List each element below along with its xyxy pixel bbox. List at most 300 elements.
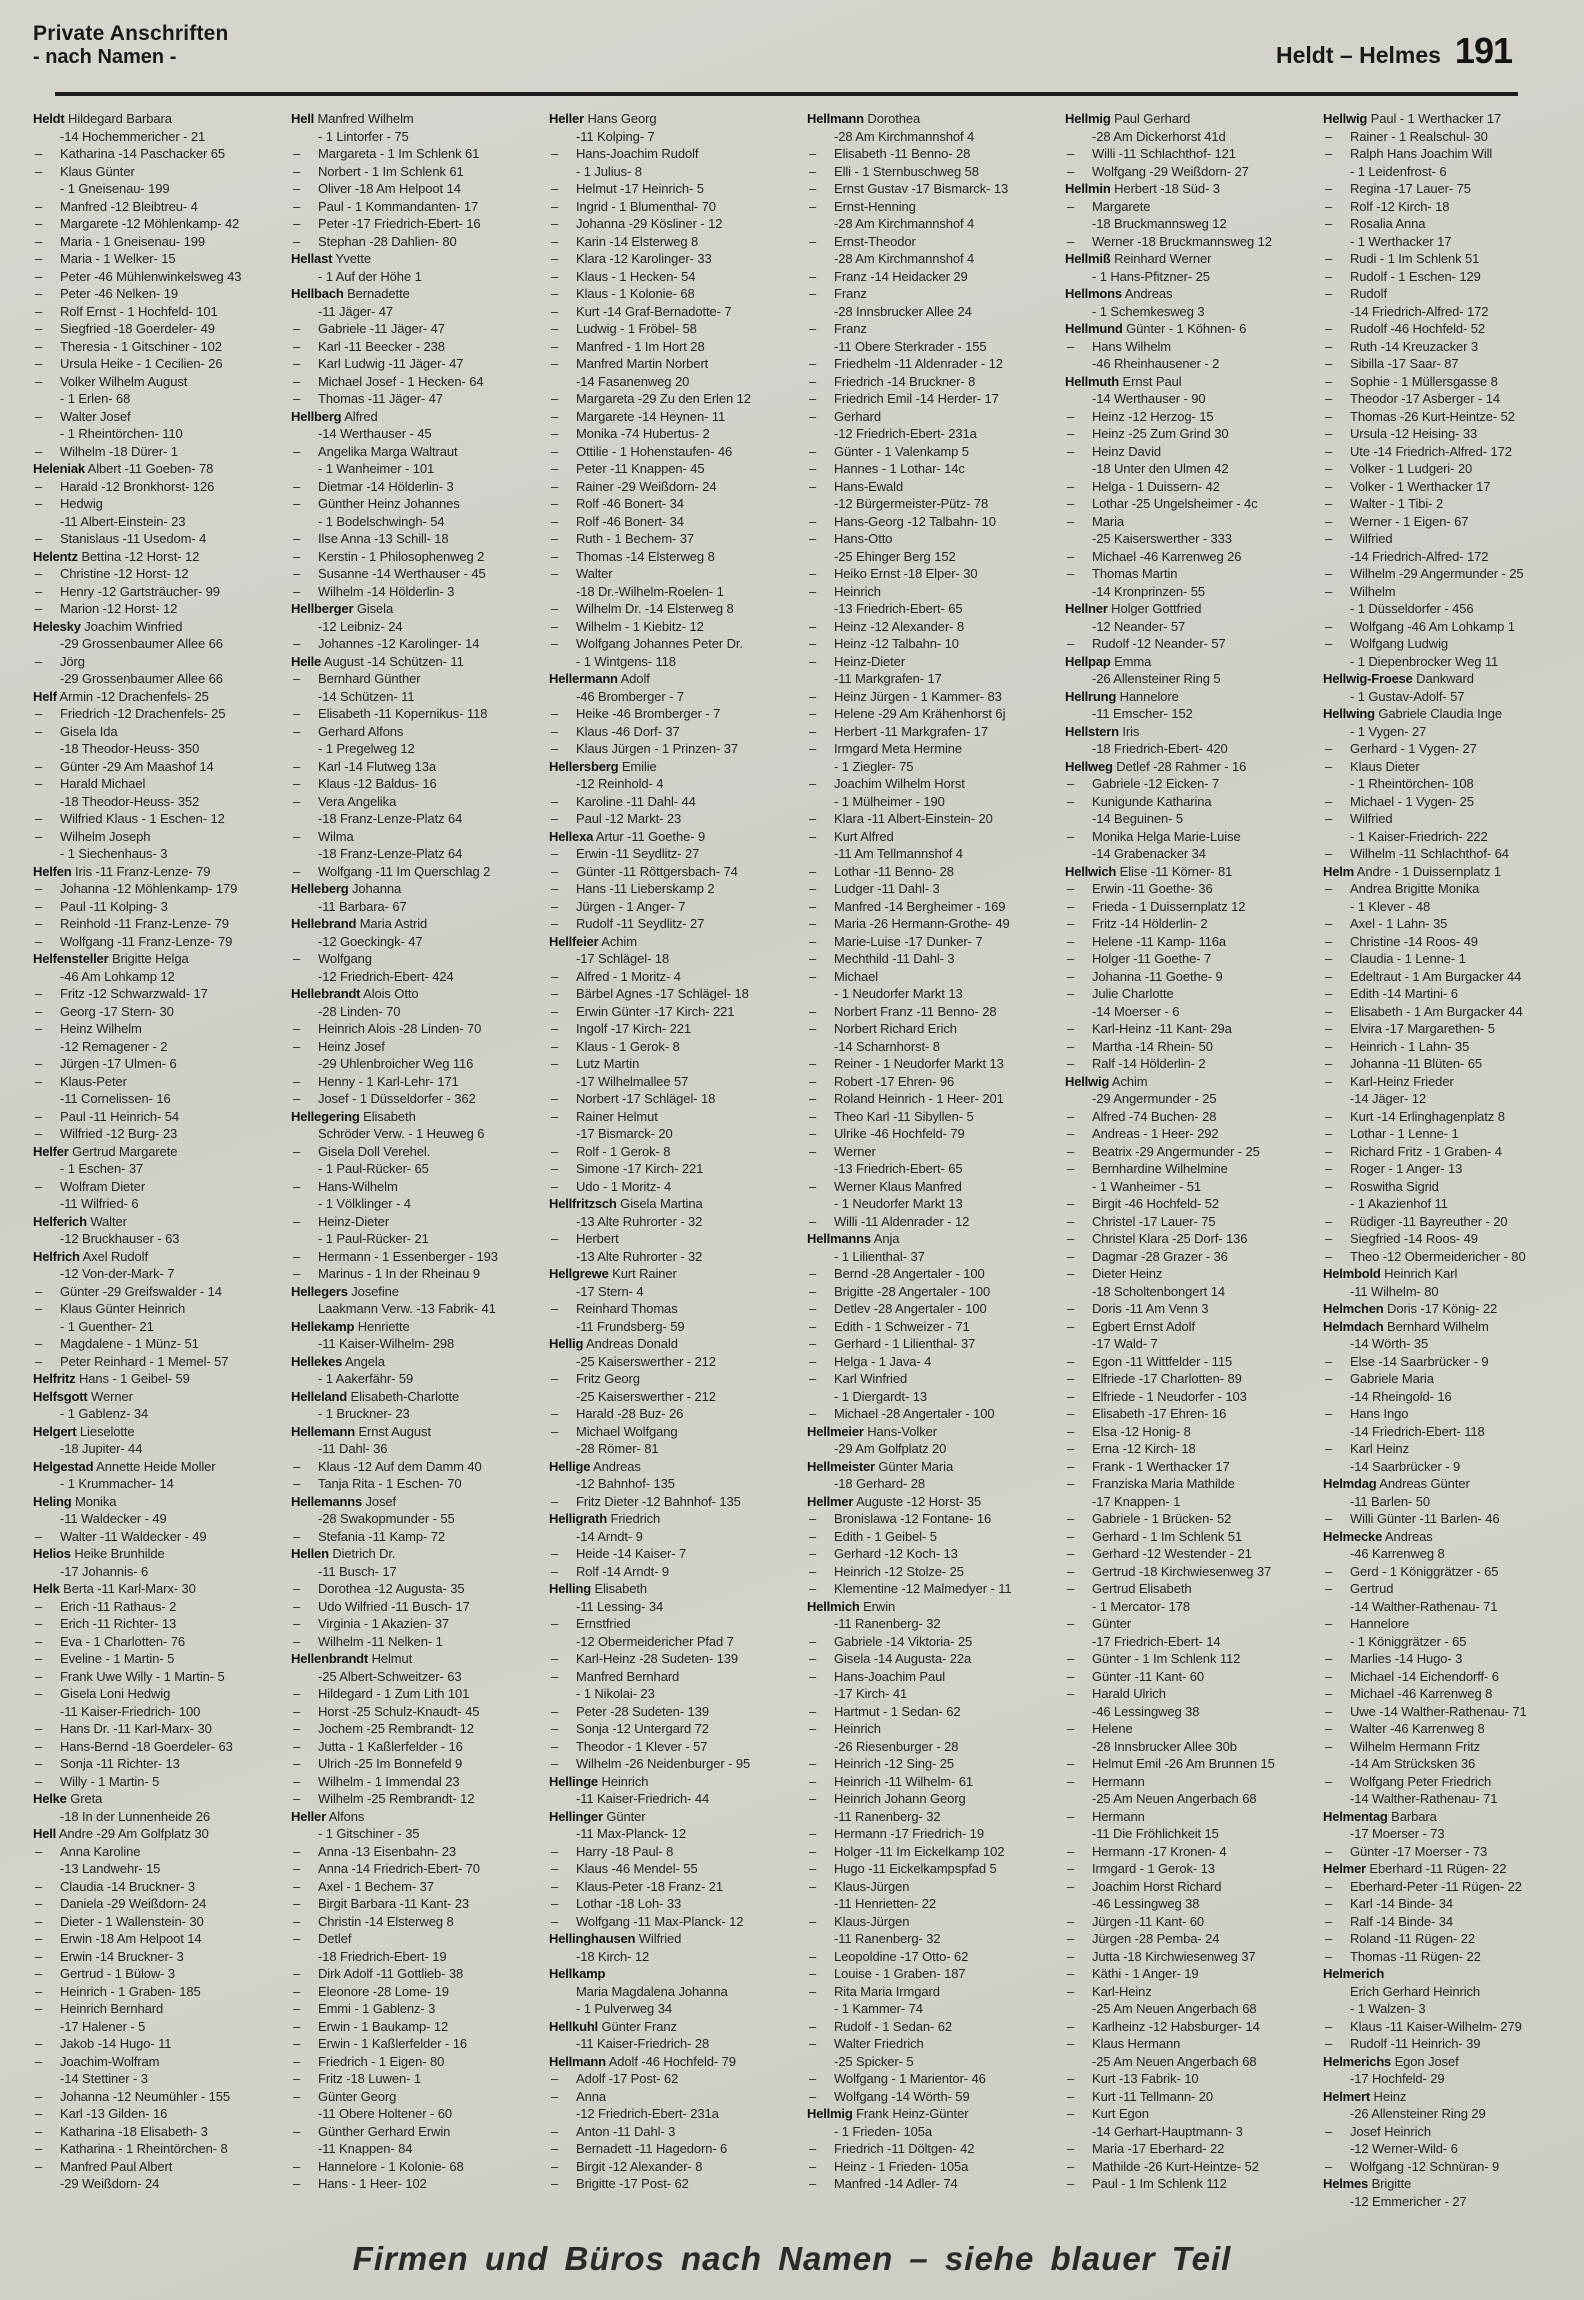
ditto-dash: – — [809, 181, 817, 196]
surname: Hellmer — [807, 1493, 854, 1509]
entry-line: – Johanna -11 Goethe- 9 — [1067, 968, 1223, 984]
surname: Hellersberg — [549, 758, 619, 774]
entry-line: – Axel - 1 Lahn- 35 — [1325, 916, 1448, 931]
entry-surname-line: Hellwig-Froese Dankward — [1323, 671, 1474, 686]
entry-line: – Franz — [809, 321, 867, 336]
ditto-dash: – — [809, 461, 817, 476]
ditto-dash: – — [293, 1878, 301, 1894]
entry-surname-line: Hellmer Auguste -12 Horst- 35 — [807, 1493, 982, 1509]
footer-banner: Firmen und Büros nach Namen – siehe blauer Teil — [352, 2240, 1232, 2277]
ditto-dash: – — [809, 513, 817, 529]
ditto-dash: – — [551, 986, 559, 1001]
ditto-dash: – — [35, 1738, 43, 1754]
surname: Helgert — [33, 1423, 77, 1439]
surname: Helmecke — [1323, 1528, 1383, 1544]
entry-line: – Jürgen - 1 Anger- 7 — [551, 898, 686, 914]
entry-line: – Karl-Heinz Frieder — [1325, 1073, 1454, 1089]
ditto-dash: – — [809, 706, 817, 721]
surname: Hellfeier — [549, 933, 599, 949]
surname: Helmbold — [1323, 1266, 1381, 1281]
entry-line: – Simone -17 Kirch- 221 — [551, 1161, 704, 1176]
entry-line: – Uwe -14 Walther-Rathenau- 71 — [1325, 1703, 1527, 1719]
entry-line: – Walter -11 Waldecker - 49 — [35, 1528, 207, 1544]
entry-line: – Georg -17 Stern- 30 — [35, 1003, 174, 1019]
ditto-dash: – — [1325, 1003, 1333, 1019]
ditto-dash: – — [551, 1703, 559, 1719]
entry-line: – Maria -26 Hermann-Grothe- 49 — [809, 916, 1010, 931]
entry-address-line: - 1 Neudorfer Markt 13 — [834, 986, 963, 1001]
ditto-dash: – — [551, 356, 559, 371]
ditto-dash: – — [809, 1283, 817, 1299]
entry-address-line: -13 Alte Ruhrorter - 32 — [576, 1248, 703, 1264]
entry-line: – Hannelore - 1 Kolonie- 68 — [293, 2158, 464, 2174]
ditto-dash: – — [809, 146, 817, 161]
surname: Helmert — [1323, 2088, 1371, 2104]
entry-line: – Käthi - 1 Anger- 19 — [1067, 1966, 1199, 1981]
entry-address-line: - 1 Diepenbrocker Weg 11 — [1350, 653, 1499, 669]
entry-line: – Karl Heinz — [1325, 1441, 1409, 1456]
ditto-dash: – — [293, 1616, 301, 1631]
ditto-dash: – — [1325, 986, 1333, 1001]
surname: Hellfritzsch — [549, 1196, 617, 1211]
entry-line: – Wilhelm -18 Dürer- 1 — [35, 443, 178, 459]
entry-line: – Heinrich — [809, 1721, 881, 1736]
ditto-dash: – — [809, 1336, 817, 1351]
entry-surname-line: Hellmiß Reinhard Werner — [1065, 251, 1212, 266]
ditto-dash: – — [809, 583, 817, 599]
entry-address-line: -46 Rheinhausener - 2 — [1092, 356, 1220, 371]
ditto-dash: – — [809, 898, 817, 914]
entry-line: – Theodor -17 Asberger - 14 — [1325, 391, 1500, 406]
entry-surname-line: Helfsgott Werner — [33, 1388, 133, 1404]
entry-address-line: -46 Karrenweg 8 — [1350, 1546, 1445, 1561]
entry-line: – Heinz Wilhelm — [35, 1021, 142, 1036]
ditto-dash: – — [1067, 1388, 1075, 1404]
entry-line: – Walter — [551, 566, 613, 581]
ditto-dash: – — [1325, 1703, 1333, 1719]
ditto-dash: – — [1325, 1948, 1333, 1964]
entry-line: – Norbert - 1 Im Schlenk 61 — [293, 163, 464, 179]
ditto-dash: – — [809, 618, 817, 634]
entry-line: – Joachim Wilhelm Horst — [809, 776, 965, 791]
ditto-dash: – — [293, 1983, 301, 1999]
entry-line: – Heinz -12 Herzog- 15 — [1067, 408, 1214, 424]
surname: Hellinghausen — [549, 1931, 636, 1946]
ditto-dash: – — [35, 2123, 43, 2139]
entry-line: – Rudolf -11 Seydlitz- 27 — [551, 916, 705, 931]
entry-line: – Hartmut - 1 Sedan- 62 — [809, 1703, 961, 1719]
entry-line: – Heiko Ernst -18 Elper- 30 — [809, 566, 978, 581]
entry-line: – Detlev -28 Angertaler - 100 — [809, 1301, 987, 1316]
ditto-dash: – — [809, 968, 817, 984]
entry-line: – Wilhelm — [1325, 583, 1396, 599]
entry-line: – Rainer Helmut — [551, 1108, 658, 1124]
ditto-dash: – — [1325, 1213, 1333, 1229]
surname: Hellmons — [1065, 286, 1122, 301]
entry-address-line: -17 Johannis- 6 — [60, 1563, 149, 1579]
entry-line: – Edith - 1 Schweizer - 71 — [809, 1318, 970, 1334]
entry-address-line: - 1 Eschen- 37 — [60, 1161, 144, 1176]
ditto-dash: – — [1067, 1406, 1075, 1421]
entry-surname-line: Hellinghausen Wilfried — [549, 1931, 682, 1946]
entry-line: – Reinhard Thomas — [551, 1301, 678, 1316]
entry-line: – Ute -14 Friedrich-Alfred- 172 — [1325, 443, 1512, 459]
surname: Hellwig-Froese — [1323, 671, 1413, 686]
entry-line: – Kurt -11 Tellmann- 20 — [1067, 2088, 1213, 2104]
entry-line: – Heinrich -11 Wilhelm- 61 — [809, 1773, 973, 1789]
entry-line: – Gerhard -12 Koch- 13 — [809, 1546, 958, 1561]
ditto-dash: – — [35, 916, 43, 931]
entry-line: – Manfred Paul Albert — [35, 2158, 173, 2174]
entry-line: – Margarete — [1067, 198, 1151, 214]
entry-line: – Walter - 1 Tibi- 2 — [1325, 496, 1444, 511]
entry-line: – Paul - 1 Kommandanten- 17 — [293, 198, 479, 214]
ditto-dash: – — [293, 706, 301, 721]
ditto-dash: – — [1325, 1248, 1333, 1264]
entry-line: – Elfriede -17 Charlotten- 89 — [1067, 1371, 1242, 1386]
ditto-dash: – — [293, 1703, 301, 1719]
surname: Helios — [33, 1546, 71, 1561]
entry-line: – Gertrud Elisabeth — [1067, 1581, 1192, 1596]
ditto-dash: – — [1325, 1441, 1333, 1456]
entry-address-line: - 1 Julius- 8 — [576, 163, 642, 179]
ditto-dash: – — [1325, 1896, 1333, 1911]
entry-address-line: -18 In der Lunnenheide 26 — [60, 1808, 211, 1824]
ditto-dash: – — [551, 303, 559, 319]
entry-line: – Hermann -17 Friedrich- 19 — [809, 1826, 984, 1841]
ditto-dash: – — [1325, 1161, 1333, 1176]
entry-surname-line: Helmdag Andreas Günter — [1323, 1476, 1470, 1491]
entry-address-line: Schröder Verw. - 1 Heuweg 6 — [318, 1126, 485, 1141]
ditto-dash: – — [1067, 916, 1075, 931]
ditto-dash: – — [1325, 1878, 1333, 1894]
ditto-dash: – — [809, 1913, 817, 1929]
entry-line: – Irmgard - 1 Gerok- 13 — [1067, 1861, 1215, 1876]
entry-address-line: - 1 Gustav-Adolf- 57 — [1350, 688, 1465, 704]
entry-line: – Klaus -46 Mendel- 55 — [551, 1861, 698, 1876]
entry-line: – Thomas -11 Rügen- 22 — [1325, 1948, 1481, 1964]
entry-line: – Jutta -18 Kirchwiesenweg 37 — [1067, 1948, 1256, 1964]
ditto-dash: – — [293, 356, 301, 371]
ditto-dash: – — [293, 198, 301, 214]
entry-line: – Gabriele -11 Jäger- 47 — [293, 321, 445, 336]
entry-line: – Christel -17 Lauer- 75 — [1067, 1213, 1216, 1229]
entry-line: – Erwin -11 Seydlitz- 27 — [551, 846, 700, 861]
ditto-dash: – — [1067, 1458, 1075, 1474]
ditto-dash: – — [551, 2123, 559, 2139]
entry-line: – Wolfgang Peter Friedrich — [1325, 1773, 1492, 1789]
ditto-dash: – — [293, 671, 301, 686]
entry-line: – Michael -46 Karrenweg 8 — [1325, 1686, 1493, 1701]
ditto-dash: – — [551, 1651, 559, 1666]
ditto-dash: – — [809, 2141, 817, 2156]
ditto-dash: – — [293, 1213, 301, 1229]
entry-line: – Jakob -14 Hugo- 11 — [35, 2036, 172, 2051]
ditto-dash: – — [809, 828, 817, 844]
surname: Hellkamp — [549, 1966, 606, 1981]
entry-line: – Gerhard -12 Westender - 21 — [1067, 1546, 1252, 1561]
entry-address-line: -14 Moerser - 6 — [1092, 1003, 1180, 1019]
entry-address-line: - 1 Bodelschwingh- 54 — [318, 513, 445, 529]
ditto-dash: – — [1067, 1878, 1075, 1894]
entry-surname-line: Hellemanns Josef — [291, 1493, 397, 1509]
ditto-dash: – — [1325, 268, 1333, 284]
surname: Helfsgott — [33, 1388, 88, 1404]
surname: Helk — [33, 1581, 60, 1596]
surname: Helmdach — [1323, 1318, 1384, 1334]
entry-address-line: - 1 Lintorfer - 75 — [318, 128, 409, 144]
entry-address-line: -12 Goeckingk- 47 — [318, 933, 423, 949]
entry-line: – Ingolf -17 Kirch- 221 — [551, 1021, 691, 1036]
surname: Hell — [33, 1826, 57, 1841]
ditto-dash: – — [809, 1301, 817, 1316]
entry-line: – Theresia - 1 Gitschiner - 102 — [35, 338, 222, 354]
entry-line: – Bernhard Günther — [293, 671, 421, 686]
entry-surname-line: Hell Andre -29 Am Golfplatz 30 — [33, 1826, 209, 1841]
ditto-dash: – — [809, 1178, 817, 1194]
entry-address-line: - 1 Walzen- 3 — [1350, 2001, 1426, 2016]
ditto-dash: – — [809, 1056, 817, 1071]
ditto-dash: – — [1067, 2176, 1075, 2191]
entry-surname-line: Hellmin Herbert -18 Süd- 3 — [1065, 181, 1220, 196]
entry-line: – Wilhelm -11 Nelken- 1 — [293, 1633, 443, 1649]
ditto-dash: – — [1325, 128, 1333, 144]
entry-line: – Theodor - 1 Klever - 57 — [551, 1738, 708, 1754]
entry-surname-line: Helmecke Andreas — [1323, 1528, 1433, 1544]
entry-address-line: -17 Stern- 4 — [576, 1283, 644, 1299]
surname: Helf — [33, 688, 57, 704]
ditto-dash: – — [293, 1773, 301, 1789]
entry-surname-line: Heling Monika — [33, 1493, 117, 1509]
entry-line: – Angelika Marga Waltraut — [293, 443, 458, 459]
ditto-dash: – — [293, 443, 301, 459]
entry-address-line: -17 Kirch- 41 — [834, 1686, 908, 1701]
entry-line: – Birgit Barbara -11 Kant- 23 — [293, 1896, 469, 1911]
surname: Helleland — [291, 1388, 347, 1404]
ditto-dash: – — [293, 2053, 301, 2069]
ditto-dash: – — [551, 968, 559, 984]
ditto-dash: – — [35, 1896, 43, 1911]
entry-line: – Erich -11 Richter- 13 — [35, 1616, 177, 1631]
ditto-dash: – — [1325, 373, 1333, 389]
entry-line: – Josef Heinrich — [1325, 2123, 1431, 2139]
entry-line: – Rolf -46 Bonert- 34 — [551, 513, 684, 529]
surname: Hellinger — [549, 1808, 603, 1824]
ditto-dash: – — [1325, 1931, 1333, 1946]
entry-address-line: -46 Am Lohkamp 12 — [60, 968, 175, 984]
entry-address-line: -29 Angermunder - 25 — [1092, 1091, 1217, 1106]
surname: Heller — [291, 1808, 326, 1824]
entry-address-line: -14 Jäger- 12 — [1350, 1091, 1427, 1106]
entry-address-line: -14 Rheingold- 16 — [1350, 1388, 1452, 1404]
entry-line: – Klaus Dieter — [1325, 758, 1420, 774]
ditto-dash: – — [1067, 198, 1075, 214]
entry-address-line: -18 Franz-Lenze-Platz 64 — [318, 846, 463, 861]
ditto-dash: – — [1067, 1931, 1075, 1946]
entry-line: – Irmgard Meta Hermine — [809, 741, 963, 756]
surname: Hellkuhl — [549, 2018, 598, 2034]
ditto-dash: – — [551, 1178, 559, 1194]
ditto-dash: – — [1325, 933, 1333, 949]
entry-line: – Helga - 1 Java- 4 — [809, 1353, 932, 1369]
entry-address-line: - 1 Hans-Pfitzner- 25 — [1092, 268, 1210, 284]
entry-line: – Emmi - 1 Gablenz- 3 — [293, 2001, 436, 2016]
ditto-dash: – — [809, 916, 817, 931]
ditto-dash: – — [1067, 1196, 1075, 1211]
ditto-dash: – — [1325, 408, 1333, 424]
entry-line: – Rolf -12 Kirch- 18 — [1325, 198, 1450, 214]
ditto-dash: – — [1325, 391, 1333, 406]
entry-address-line: Erich Gerhard Heinrich — [1350, 1983, 1481, 1999]
entry-line: – Kunigunde Katharina — [1067, 793, 1212, 809]
entry-line: – Daniela -29 Weißdorn- 24 — [35, 1896, 207, 1911]
ditto-dash: – — [1325, 2158, 1333, 2174]
entry-address-line: -28 Römer- 81 — [576, 1441, 659, 1456]
entry-line: – Heinrich -12 Stolze- 25 — [809, 1563, 964, 1579]
entry-line: – Lothar -18 Loh- 33 — [551, 1896, 682, 1911]
ditto-dash: – — [809, 2036, 817, 2051]
entry-line: – Ralf -14 Binde- 34 — [1325, 1913, 1453, 1929]
ditto-dash: – — [809, 881, 817, 896]
ditto-dash: – — [293, 1756, 301, 1771]
entry-line: – Klaus-Peter — [35, 1073, 127, 1089]
entry-line: – Helmut Emil -26 Am Brunnen 15 — [1067, 1756, 1275, 1771]
name-range: Heldt – Helmes — [1276, 42, 1441, 68]
ditto-dash: – — [1067, 1353, 1075, 1369]
entry-line: – Jochem -25 Rembrandt- 12 — [293, 1721, 474, 1736]
ditto-dash: – — [809, 1668, 817, 1684]
directory-column — [1065, 110, 1306, 2210]
ditto-dash: – — [809, 2158, 817, 2174]
entry-line: – Erich -11 Rathaus- 2 — [35, 1598, 177, 1614]
entry-line: – Michael — [809, 968, 879, 984]
surname: Heleniak — [33, 461, 85, 476]
ditto-dash: – — [35, 2141, 43, 2156]
ditto-dash: – — [293, 583, 301, 599]
entry-line: – Edith - 1 Geibel- 5 — [809, 1528, 937, 1544]
entry-line: – Jürgen -11 Kant- 60 — [1067, 1913, 1205, 1929]
entry-line: – Hans-Ewald — [809, 478, 904, 494]
ditto-dash: – — [1325, 1738, 1333, 1754]
entry-line: – Kurt Alfred — [809, 828, 894, 844]
entry-line: – Werner Klaus Manfred — [809, 1178, 962, 1194]
entry-surname-line: Hellegers Josefine — [291, 1283, 399, 1299]
entry-line: – Elfriede - 1 Neudorfer - 103 — [1067, 1388, 1247, 1404]
entry-address-line: -14 Walther-Rathenau- 71 — [1350, 1791, 1498, 1806]
entry-line: – Rudolf -12 Neander- 57 — [1067, 636, 1226, 651]
surname: Hellwig — [1065, 1073, 1110, 1089]
ditto-dash: – — [1325, 443, 1333, 459]
surname: Helgestad — [33, 1458, 94, 1474]
ditto-dash: – — [809, 1843, 817, 1859]
ditto-dash: – — [809, 1091, 817, 1106]
entry-line: – Maria - 1 Welker- 15 — [35, 251, 176, 266]
entry-surname-line: Heldt Hildegard Barbara — [33, 111, 172, 126]
entry-line: – Josef - 1 Düsseldorfer - 362 — [293, 1091, 476, 1106]
entry-line: – Magdalene - 1 Münz- 51 — [35, 1336, 199, 1351]
ditto-dash: – — [551, 1616, 559, 1631]
entry-line: – Ilse Anna -13 Schill- 18 — [293, 531, 449, 546]
ditto-dash: – — [35, 1178, 43, 1194]
ditto-dash: – — [809, 1581, 817, 1596]
entry-line: – Wilhelm -26 Neidenburger - 95 — [551, 1756, 751, 1771]
entry-address-line: -26 Allensteiner Ring 5 — [1092, 671, 1221, 686]
entry-line: – Klaus - 1 Hecken- 54 — [551, 268, 696, 284]
entry-line: – Thomas -11 Jäger- 47 — [293, 391, 443, 406]
surname: Helke — [33, 1791, 67, 1806]
ditto-dash: – — [809, 1756, 817, 1771]
ditto-dash: – — [35, 1126, 43, 1141]
entry-line: – Ralph Hans Joachim Will — [1325, 146, 1493, 161]
entry-line: – Johannes -12 Karolinger- 14 — [293, 636, 480, 651]
ditto-dash: – — [293, 2071, 301, 2086]
ditto-dash: – — [293, 1021, 301, 1036]
ditto-dash: – — [551, 1738, 559, 1754]
entry-line: – Jutta - 1 Kaßlerfelder - 16 — [293, 1738, 463, 1754]
ditto-dash: – — [1067, 1843, 1075, 1859]
entry-address-line: -18 Unter den Ulmen 42 — [1092, 461, 1229, 476]
entry-surname-line: Helfritz Hans - 1 Geibel- 59 — [33, 1371, 190, 1386]
ditto-dash: – — [1067, 1371, 1075, 1386]
ditto-dash: – — [35, 566, 43, 581]
entry-address-line: -14 Saarbrücker - 9 — [1350, 1458, 1461, 1474]
entry-line: – Detlef — [293, 1931, 352, 1946]
entry-address-line: - 1 Bruckner- 23 — [318, 1406, 410, 1421]
ditto-dash: – — [35, 1948, 43, 1964]
entry-address-line: - 1 Mülheimer - 190 — [834, 793, 945, 809]
ditto-dash: – — [1067, 1476, 1075, 1491]
ditto-dash: – — [1325, 583, 1333, 599]
entry-address-line: -18 Friedrich-Ebert- 420 — [1092, 741, 1228, 756]
entry-line: – Wilhelm - 1 Kiebitz- 12 — [551, 618, 704, 634]
directory-column — [291, 110, 532, 2210]
surname: Hellmeister — [807, 1458, 875, 1474]
entry-line: – Johanna -12 Möhlenkamp- 179 — [35, 881, 238, 896]
entry-line: – Wolfgang -46 Am Lohkamp 1 — [1325, 618, 1515, 634]
entry-line: – Gerhard - 1 Vygen- 27 — [1325, 741, 1477, 756]
ditto-dash: – — [809, 1318, 817, 1334]
entry-line: – Maria — [1067, 513, 1125, 529]
entry-line: – Else -14 Saarbrücker - 9 — [1325, 1353, 1489, 1369]
surname: Helfritz — [33, 1371, 76, 1386]
ditto-dash: – — [35, 1056, 43, 1071]
ditto-dash: – — [1325, 1406, 1333, 1421]
entry-line: – Eberhard-Peter -11 Rügen- 22 — [1325, 1878, 1522, 1894]
ditto-dash: – — [293, 548, 301, 564]
entry-surname-line: Helmes Brigitte — [1323, 2176, 1412, 2191]
ditto-dash: – — [1325, 1651, 1333, 1666]
entry-address-line: -25 Kaiserswerther - 212 — [576, 1353, 716, 1369]
entry-line: – Heinz -25 Zum Grind 30 — [1067, 426, 1229, 441]
entry-address-line: -14 Friedrich-Alfred- 172 — [1350, 548, 1489, 564]
ditto-dash: – — [35, 286, 43, 301]
entry-line: – Wolfgang Johannes Peter Dr. — [551, 636, 743, 651]
ditto-dash: – — [551, 1843, 559, 1859]
surname: Helmer — [1323, 1861, 1366, 1876]
ditto-dash: – — [551, 286, 559, 301]
surname: Hellermann — [549, 671, 618, 686]
entry-line: – Dirk Adolf -11 Gottlieb- 38 — [293, 1966, 464, 1981]
entry-surname-line: Helmdach Bernhard Wilhelm — [1323, 1318, 1489, 1334]
entry-line: – Rosalia Anna — [1325, 216, 1426, 231]
ditto-dash: – — [1325, 496, 1333, 511]
entry-line: – Helga - 1 Duissern- 42 — [1067, 478, 1220, 494]
entry-line: – Fritz -12 Schwarzwald- 17 — [35, 986, 208, 1001]
ditto-dash: – — [1325, 321, 1333, 336]
entry-address-line: - 1 Krummacher- 14 — [60, 1476, 174, 1491]
entry-line: – Rolf - 1 Gerok- 8 — [551, 1143, 671, 1159]
entry-line: – Thomas -14 Elsterweg 8 — [551, 548, 715, 564]
